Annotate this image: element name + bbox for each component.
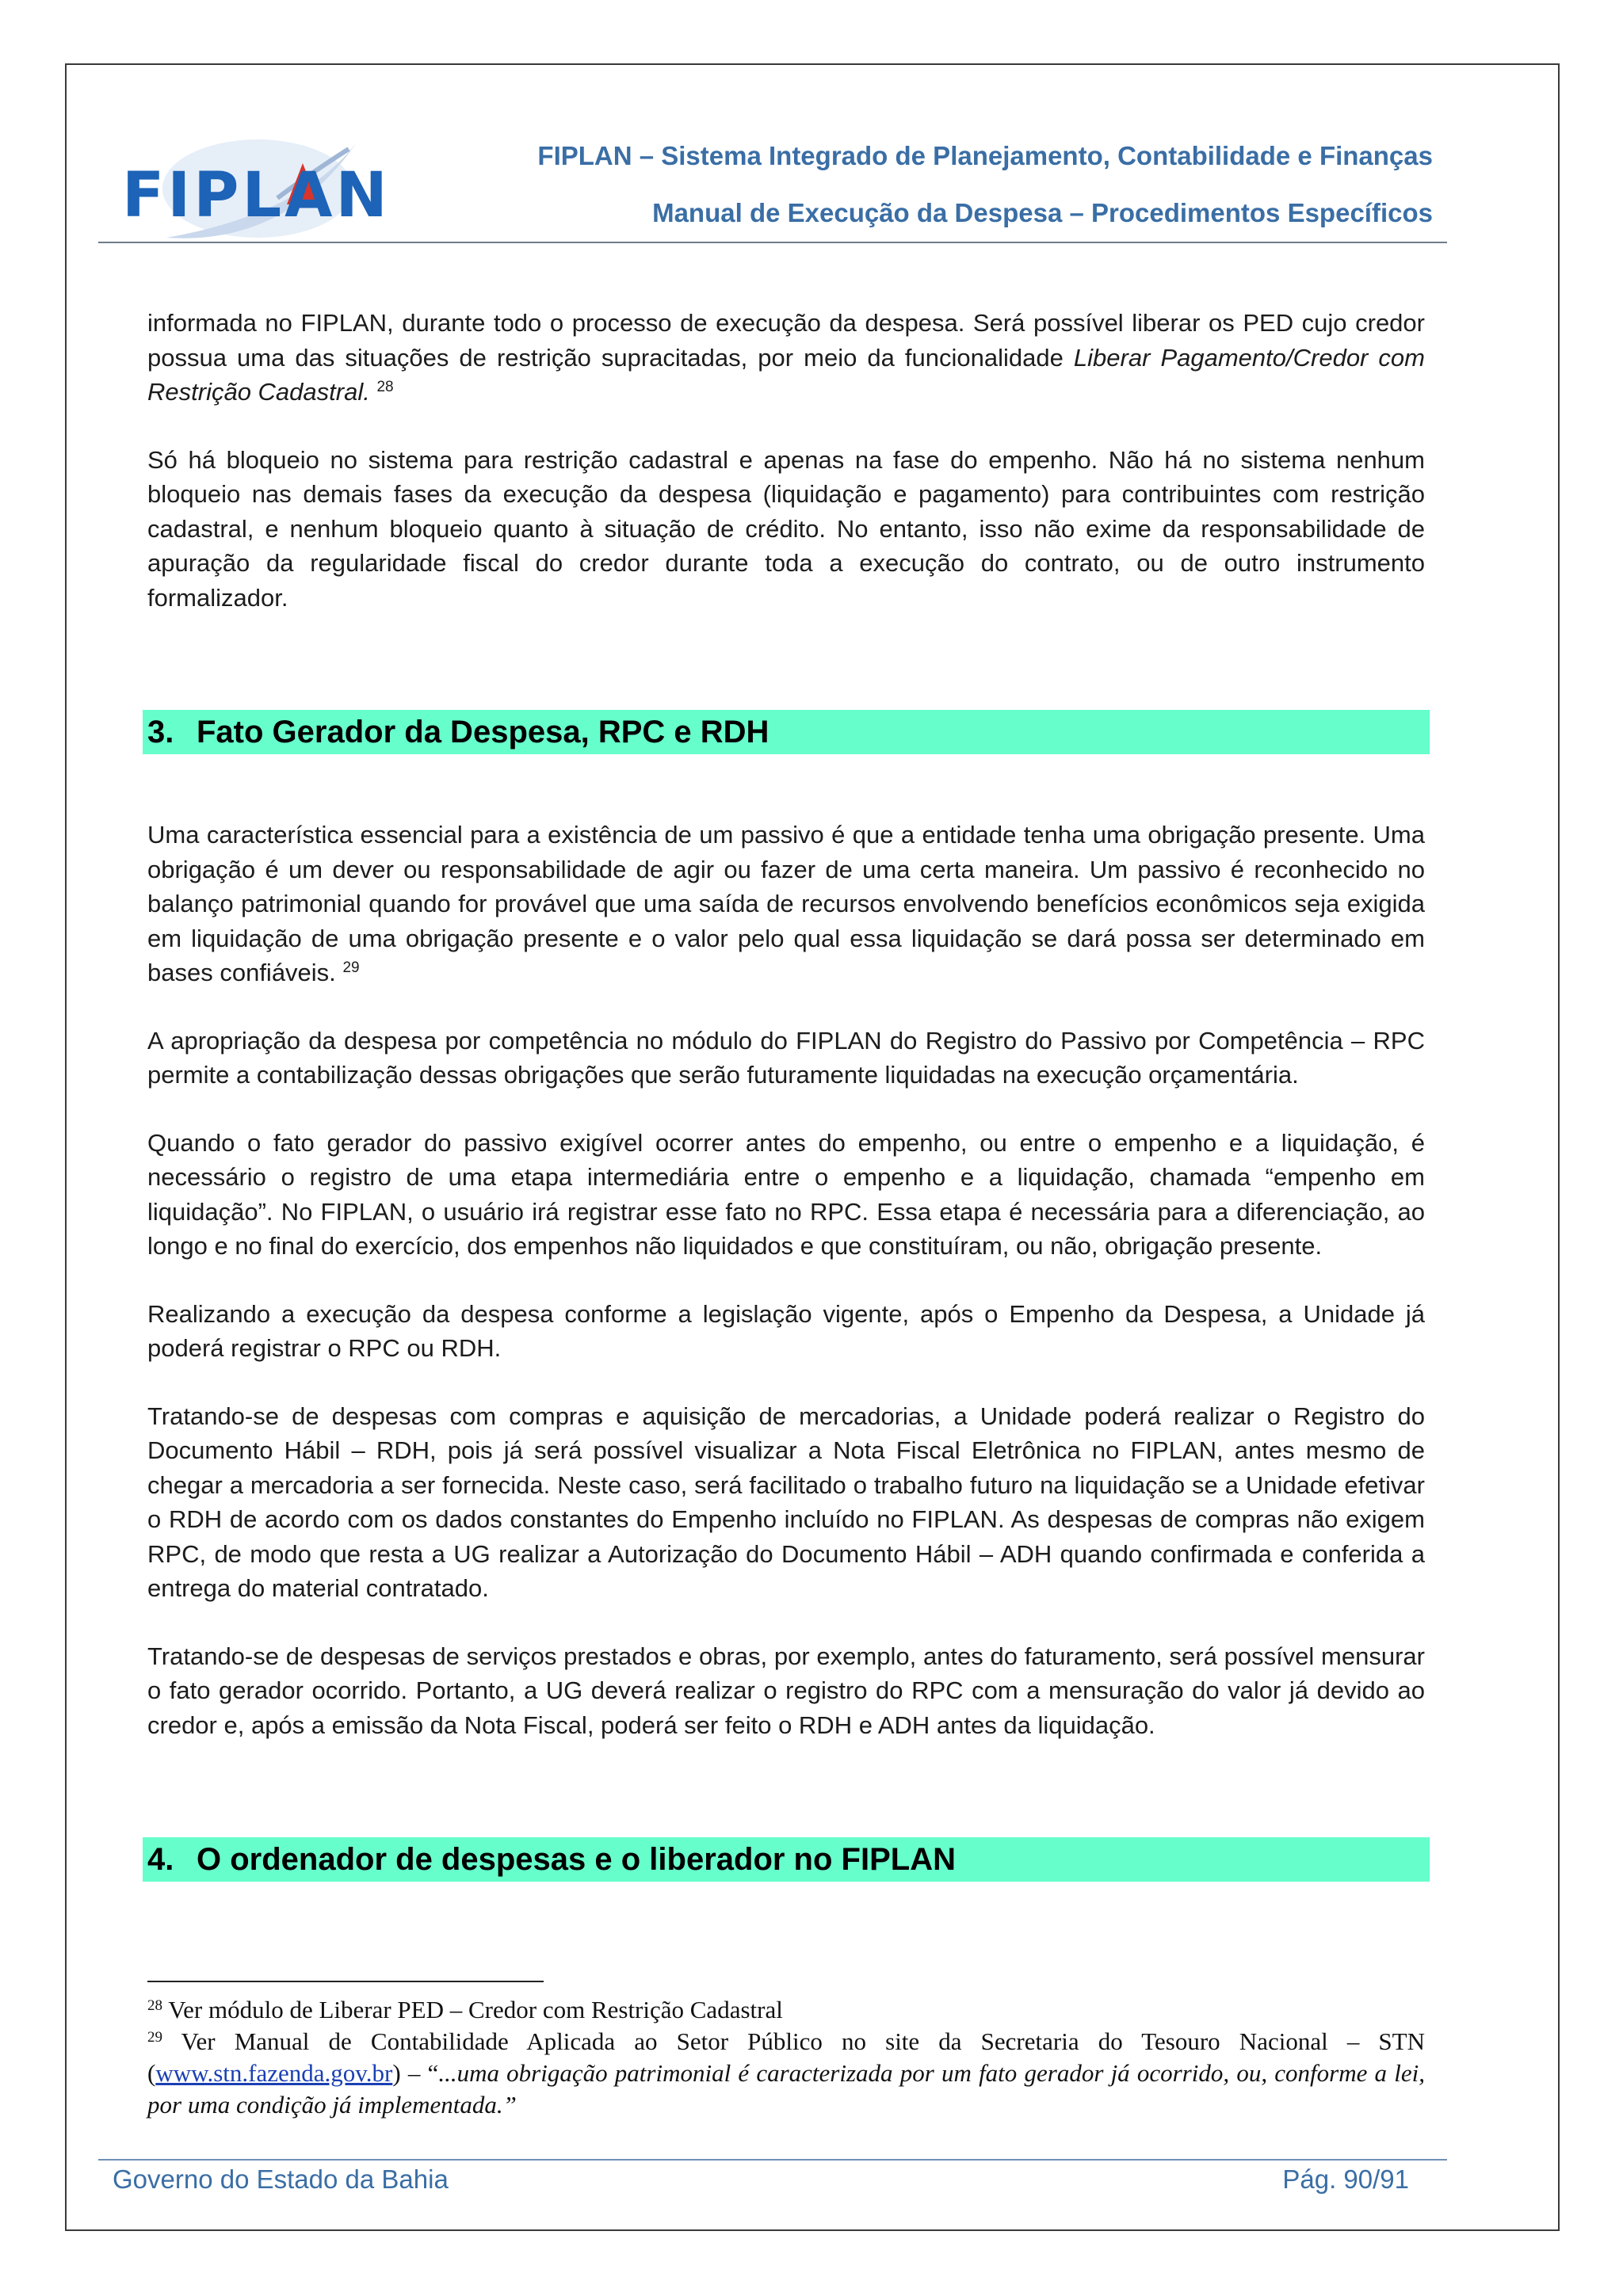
section-3-paragraph-6: Tratando-se de despesas de serviços prestados e obras, por exemplo, antes do faturamento, será possível mensurar o fato gerador ocorrido. Portanto, a UG deverá realizar o registro do RPC com a mensuração do valor já devido ao credor e, após a emissão da Nota Fiscal, poderá ser feito o RDH e ADH antes da liquidação. [147, 1642, 1425, 1739]
footnote-separator [147, 1981, 544, 1982]
footer-page-number: Pág. 90/91 [1282, 2164, 1409, 2194]
header-subtitle: Manual de Execução da Despesa – Procedimentos Específicos [652, 198, 1433, 227]
intro-text: informada no FIPLAN, durante todo o processo de execução da despesa. Será possível liberar os PED cujo credor possua uma das situações de restrição supracitadas, por meio da funcionalidade [147, 309, 1425, 372]
intro-italic-function: Liberar Pagamento/Credor com Restrição Cadastral. [147, 343, 1425, 406]
footnote-ref-28[interactable]: 28 [376, 379, 394, 395]
header-title: FIPLAN – Sistema Integrado de Planejamento, Contabilidade e Finanças [537, 141, 1433, 170]
footnote-28-text: Ver módulo de Liberar PED – Credor com Restrição Cadastral [162, 1996, 783, 2023]
footnote-28-number: 28 [147, 1997, 162, 2014]
section-3-title: Fato Gerador da Despesa, RPC e RDH [197, 715, 769, 749]
intro-paragraph-2: Só há bloqueio no sistema para restrição cadastral e apenas na fase do empenho. Não há no sistema nenhum bloqueio nas demais fases da execução da despesa (liquidação e pagamento) para contribuintes com restrição cadastral, e nenhum bloqueio quanto à situação de crédito. No entanto, isso não exime da responsabilidade de apuração da regularidade fiscal do credor durante toda a execução do contrato, ou de outro instrumento formalizador. [147, 445, 1425, 612]
stn-link[interactable]: www.stn.fazenda.gov.br [155, 2059, 393, 2087]
section-3-p1-text: Uma característica essencial para a existência de um passivo é que a entidade tenha uma obrigação presente. Uma obrigação é um dever ou responsabilidade de agir ou fazer de uma certa maneira. Um passivo é reconhecido no balanço patrimonial quando for provável que uma saída de recursos envolvendo benefícios econômicos seja exigida em liquidação de uma obrigação presente e o valor pelo qual essa liquidação se dará possa ser determinado em bases confiáveis. [147, 821, 1425, 986]
section-3-paragraph-2: A apropriação da despesa por competência no módulo do FIPLAN do Registro do Passivo por Competência – RPC permite a contabilização dessas obrigações que serão futuramente liquidadas na execução orçamentária. [147, 1026, 1425, 1089]
footnote-29-after-link: ) – “ [392, 2059, 439, 2087]
section-4-number: 4. [147, 1842, 174, 1877]
section-3-paragraph-5: Tratando-se de despesas com compras e aquisição de mercadorias, a Unidade poderá realizar o Registro do Documento Hábil – RDH, pois já será possível visualizar a Nota Fiscal Eletrônica no FIPLAN, antes mesmo de chegar a mercadoria a ser fornecida. Neste caso, será facilitado o trabalho futuro na liquidação se a Unidade efetivar o RDH de acordo com os dados constantes do Empenho incluído no FIPLAN. As despesas de compras não exigem RPC, de modo que resta a UG realizar a Autorização do Documento Hábil – ADH quando confirmada e conferida a entrega do material contratado. [147, 1402, 1425, 1602]
document-body [147, 306, 1425, 1882]
section-3-paragraph-4: Realizando a execução da despesa conforme a legislação vigente, após o Empenho da Despesa, a Unidade já poderá registrar o RPC ou RDH. [147, 1299, 1425, 1362]
section-4-title: O ordenador de despesas e o liberador no FIPLAN [197, 1842, 956, 1877]
fiplan-logo [119, 127, 391, 246]
footnote-29-text: Ver Manual de Contabilidade Aplicada ao Setor Público no site da Secretaria do Tesouro Nacional – STN ( [147, 2027, 1425, 2087]
footnotes [147, 1994, 1425, 2121]
footnote-29 [147, 2026, 1425, 2121]
section-3-paragraph-1 [147, 818, 1425, 990]
section-3-number: 3. [147, 715, 174, 749]
footnote-28 [147, 1994, 1425, 2026]
footnote-29-number: 29 [147, 2029, 162, 2046]
section-3-paragraph-3: Quando o fato gerador do passivo exigível ocorrer antes do empenho, ou entre o empenho e a liquidação, é necessário o registro de uma etapa intermediária entre o empenho e a liquidação, chamada “empenho em liquidação”. No FIPLAN, o usuário irá registrar esse fato no RPC. Essa etapa é necessária para a diferenciação, ao longo e no final do exercício, dos empenhos não liquidados e que constituíram, ou não, obrigação presente. [147, 1128, 1425, 1260]
section-3-heading [143, 710, 1430, 754]
footer-divider [98, 2159, 1447, 2161]
footer-organization: Governo do Estado da Bahia [113, 2164, 449, 2194]
footnote-ref-29[interactable]: 29 [342, 959, 360, 976]
section-4-heading [143, 1837, 1430, 1882]
header-divider [98, 242, 1447, 243]
intro-paragraph-1 [147, 306, 1425, 410]
logo-text: FIPLAN [122, 160, 391, 231]
footnote-29-quote: ...uma obrigação patrimonial é caracterizada por um fato gerador já ocorrido, ou, conforme a lei, por uma condição já implementada.” [147, 2059, 1425, 2119]
